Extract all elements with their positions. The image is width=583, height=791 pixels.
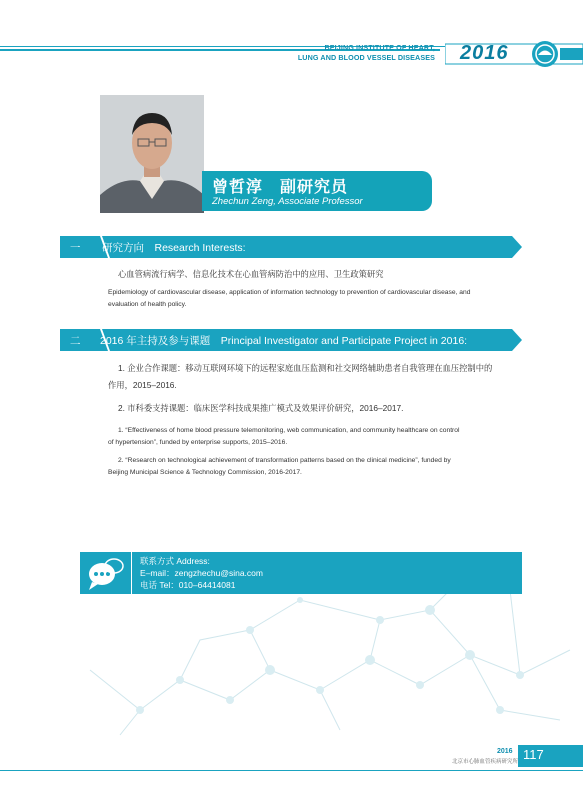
footer-rule: [0, 770, 583, 771]
contact-divider: [131, 552, 132, 594]
section2-title: 2016 年主持及参与课题 Principal Investigator and Participate Project in 2016:: [100, 335, 468, 347]
section2-item1-zh-line1: 1. 企业合作课题：移动互联网环境下的远程家庭血压监测和社交网络辅助患者自我管理在血压控制中的: [118, 363, 493, 373]
contact-phone: 电话 Tel：010–64414081: [140, 580, 236, 590]
section2-item2-zh: 2. 市科委支持课题：临床医学科技成果推广模式及效果评价研究，2016–2017.: [118, 403, 404, 413]
header-year: 2016: [460, 42, 509, 64]
section1-text-en-line2: evaluation of health policy.: [108, 301, 187, 308]
footer-org: 北京市心肺血管疾病研究所: [452, 759, 519, 765]
name-english: Zhechun Zeng, Associate Professor: [212, 196, 363, 207]
section2-item2-en: [108, 455, 530, 479]
name-chinese: 曾哲淳 副研究员: [212, 179, 349, 196]
section1-text-zh: 心血管病流行病学、信息化技术在心血管病防治中的应用、卫生政策研究: [118, 269, 384, 279]
section1-text-en-line1: Epidemiology of cardiovascular disease, application of information technology to prevention of cardiovascular disease, and: [108, 289, 471, 296]
section2-item1-zh: [108, 360, 528, 394]
contact-label: 联系方式 Address:: [140, 556, 210, 566]
institute-line1: BEIJING INSTITUTE OF HEART,: [324, 43, 435, 52]
section2-item2-en-line2: Beijing Municipal Science & Technology Commission, 2016-2017.: [108, 469, 302, 476]
page-number: 117: [523, 747, 544, 762]
profile-photo: [100, 95, 204, 213]
institute-line2: LUNG AND BLOOD VESSEL DISEASES: [297, 53, 435, 62]
section2-number: 二: [70, 335, 81, 347]
section2-item1-zh-line2: 作用，2015–2016.: [108, 380, 177, 390]
chat-icon: [80, 552, 130, 594]
section1-number: 一: [70, 242, 81, 254]
section2-item1-en-line1: 1. “Effectiveness of home blood pressure telemonitoring, web communication, and community healthcare on control: [118, 427, 460, 434]
section2-item1-en-line2: of hypertension”, funded by enterprise supports, 2015–2016.: [108, 439, 288, 446]
section1-text-en: [108, 287, 528, 311]
section2-item1-en: [108, 425, 530, 449]
footer-year: 2016: [497, 748, 513, 755]
section1-title: 研究方向 Research Interests:: [102, 242, 246, 254]
contact-email: E–mail：zengzhechu@sina.com: [140, 568, 263, 578]
institute-name: [195, 43, 435, 63]
contact-info: [140, 555, 263, 591]
section2-item2-en-line1: 2. “Research on technological achievement of transformation patterns based on the clinical medicine”, funded by: [118, 457, 451, 464]
